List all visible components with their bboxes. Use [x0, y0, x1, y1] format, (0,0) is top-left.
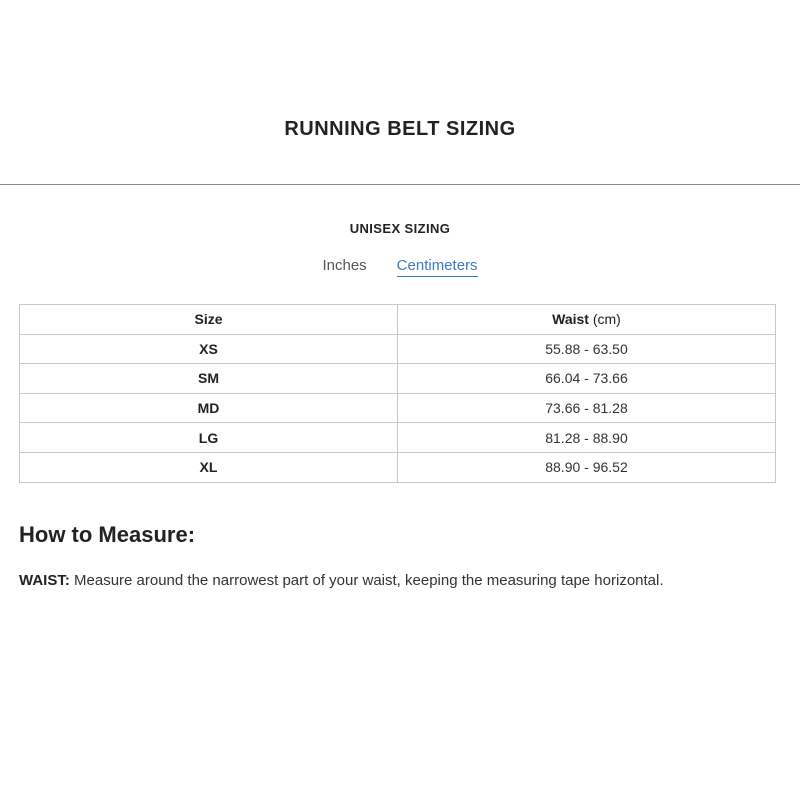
- table-row: [20, 452, 776, 482]
- how-to-measure-heading: How to Measure:: [19, 522, 196, 547]
- waist-cell: 81.28 - 88.90: [398, 423, 776, 453]
- table-row: [20, 364, 776, 394]
- size-cell: MD: [20, 393, 398, 423]
- table-row: [20, 393, 776, 423]
- unit-tabs: [0, 257, 800, 277]
- header-divider: [0, 184, 800, 185]
- size-column-header: Size: [20, 305, 398, 335]
- tab-centimeters[interactable]: Centimeters: [397, 257, 478, 277]
- waist-cell: 88.90 - 96.52: [398, 452, 776, 482]
- size-table: [19, 304, 776, 483]
- waist-header-unit: (cm): [592, 311, 621, 328]
- tab-inches[interactable]: Inches: [322, 257, 367, 274]
- waist-instructions: [19, 572, 789, 589]
- waist-instruction-text: Measure around the narrowest part of your waist, keeping the measuring tape horizontal.: [69, 572, 664, 589]
- waist-cell: 66.04 - 73.66: [398, 364, 776, 394]
- size-cell: LG: [20, 423, 398, 453]
- waist-cell: 73.66 - 81.28: [398, 393, 776, 423]
- size-cell: XS: [20, 334, 398, 364]
- table-row: [20, 334, 776, 364]
- table-row: [20, 423, 776, 453]
- waist-cell: 55.88 - 63.50: [398, 334, 776, 364]
- page-title: RUNNING BELT SIZING: [284, 118, 516, 140]
- waist-column-header: [398, 305, 776, 335]
- waist-header-label: Waist: [552, 311, 589, 328]
- size-cell: XL: [20, 452, 398, 482]
- section-title: UNISEX SIZING: [349, 221, 451, 236]
- table-header-row: [20, 305, 776, 335]
- waist-label: WAIST:: [19, 572, 70, 589]
- size-cell: SM: [20, 364, 398, 394]
